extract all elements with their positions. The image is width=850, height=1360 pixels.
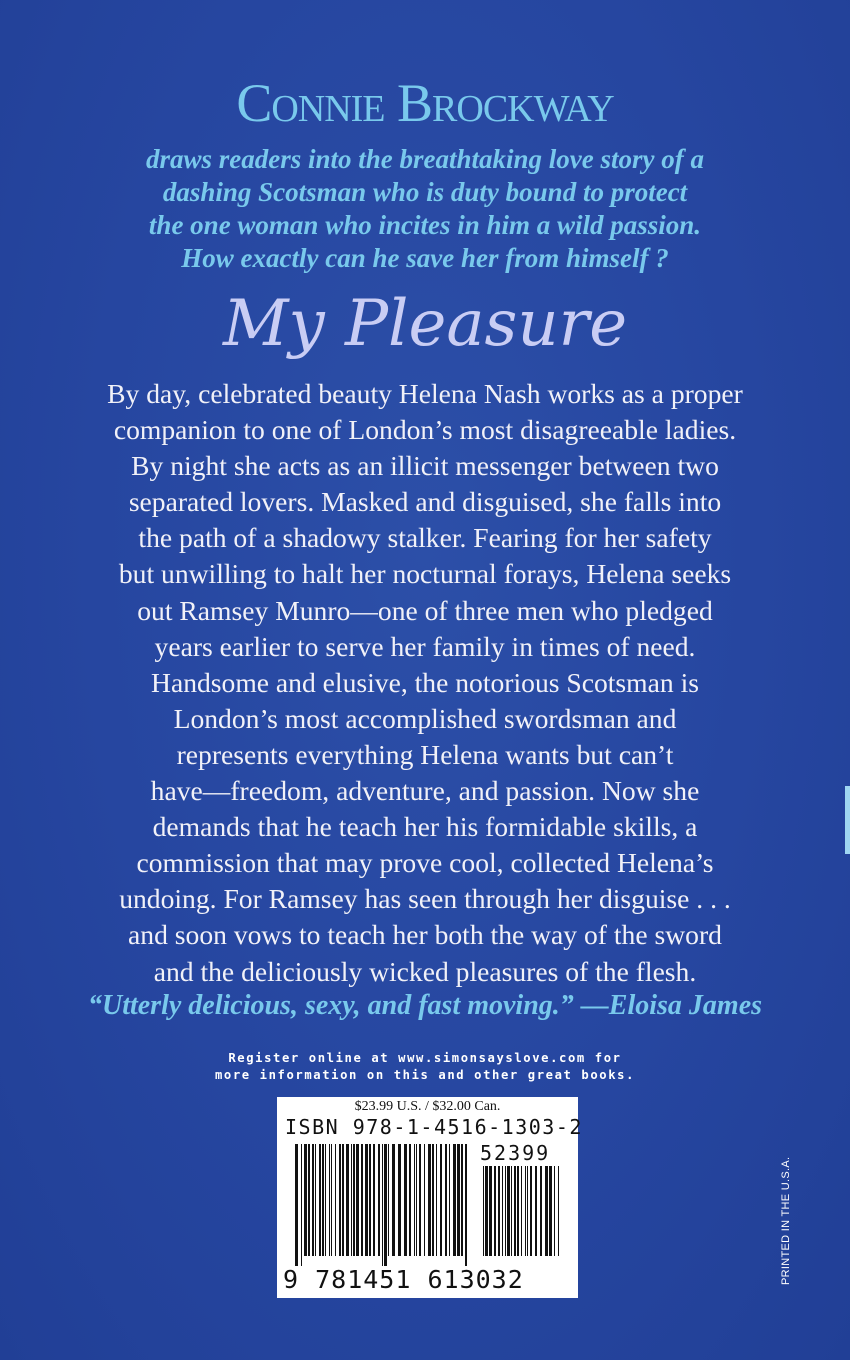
blurb-line: separated lovers. Masked and disguised, she falls into: [128, 486, 722, 518]
barcode-bar: [453, 1144, 456, 1256]
barcode-bar: [331, 1144, 332, 1256]
barcode-bar: [445, 1144, 447, 1256]
blurb-line: By day, celebrated beauty Helena Nash works as a proper: [107, 378, 743, 409]
edge-marker: [845, 786, 850, 854]
isbn-label: ISBN 978-1-4516-1303-2: [285, 1115, 583, 1139]
ean-barcode: [295, 1144, 475, 1266]
barcode-bar: [346, 1144, 349, 1256]
barcode-bar: [384, 1144, 387, 1266]
barcode-bar: [514, 1166, 516, 1256]
tagline: [60, 143, 790, 275]
printed-in-label: PRINTED IN THE U.S.A.: [780, 1156, 792, 1285]
blurb-line: and the deliciously wicked pleasures of the flesh.: [153, 955, 697, 987]
ean-number: 9 781451 613032: [283, 1265, 524, 1294]
blurb-line: undoing. For Ramsey has seen through her disguise . . .: [119, 883, 731, 915]
blurb: [40, 376, 810, 990]
barcode-bar: [545, 1166, 548, 1256]
barcode-bar: [315, 1144, 316, 1256]
barcode-bar: [465, 1144, 467, 1266]
blurb-line: London’s most accomplished swordsman and: [173, 702, 677, 734]
blurb-line: but unwilling to halt her nocturnal forays, Helena seeks: [118, 558, 732, 590]
barcode-bar: [339, 1144, 341, 1256]
barcode-bar: [322, 1144, 324, 1256]
barcode-bar: [353, 1144, 355, 1256]
blurb-line: and soon vows to teach her both the way of the sword: [128, 919, 722, 951]
barcode-bar: [304, 1144, 307, 1256]
barcode-bar: [325, 1144, 326, 1256]
price-label: $23.99 U.S. / $32.00 Can.: [354, 1099, 501, 1114]
tagline-line: the one woman who incites in him a wild passion.: [148, 210, 702, 240]
supplement-number: 52399: [480, 1141, 551, 1165]
tagline-line: How exactly can he save her from himself ?: [181, 243, 669, 273]
barcode-bar: [507, 1166, 510, 1256]
barcode-bar: [388, 1144, 389, 1256]
barcode-bar: [558, 1166, 559, 1256]
blurb-line: years earlier to serve her family in times of need.: [154, 630, 696, 662]
barcode-bar: [308, 1144, 310, 1256]
barcode-bar: [329, 1144, 330, 1256]
blurb-line: companion to one of London’s most disagreeable ladies.: [113, 414, 737, 446]
blurb-line: out Ramsey Munro—one of three men who pledged: [137, 594, 713, 626]
barcode-bar: [554, 1166, 555, 1256]
barcode-bar: [449, 1144, 450, 1256]
blurb-line: represents everything Helena wants but can’t: [176, 738, 674, 770]
barcode-bar: [485, 1166, 488, 1256]
barcode-panel: [277, 1097, 583, 1298]
barcode-bar: [540, 1166, 542, 1256]
barcode-bar: [342, 1144, 344, 1256]
blurb-line: By night she acts as an illicit messenger between two: [131, 450, 719, 482]
barcode-bar: [498, 1166, 500, 1256]
barcode-bar: [361, 1144, 363, 1256]
barcode-bar: [319, 1144, 321, 1256]
barcode-bar: [436, 1144, 437, 1256]
author-name: Connie Brockway: [236, 73, 614, 133]
tagline-line: dashing Scotsman who is duty bound to protect: [162, 177, 688, 207]
supplement-barcode: [483, 1166, 563, 1266]
barcode-bar: [335, 1144, 336, 1256]
blurb-line: demands that he teach her his formidable skills, a: [152, 811, 698, 843]
barcode-bar: [416, 1144, 417, 1256]
blurb-line: have—freedom, adventure, and passion. Now she: [150, 775, 700, 807]
register-line: Register online at www.simonsayslove.com for: [228, 1051, 622, 1065]
barcode-bar: [525, 1166, 526, 1256]
barcode-bar: [494, 1166, 496, 1256]
barcode-bar: [295, 1144, 298, 1266]
barcode-bar: [424, 1144, 425, 1256]
barcode-bar: [398, 1144, 401, 1256]
barcode-bar: [378, 1144, 380, 1256]
barcode-bar: [369, 1144, 371, 1256]
barcode-bar: [414, 1144, 415, 1256]
barcode-bar: [382, 1144, 383, 1266]
barcode-bar: [356, 1144, 359, 1256]
barcode-bar: [489, 1166, 492, 1256]
barcode-bar: [549, 1166, 552, 1256]
barcode-bar: [428, 1144, 431, 1256]
barcode-bar: [511, 1166, 512, 1256]
register-line: more information on this and other great books.: [214, 1068, 636, 1082]
barcode-bar: [301, 1144, 302, 1266]
barcode-bar: [419, 1144, 421, 1256]
barcode-bar: [505, 1166, 506, 1256]
barcode-bar: [517, 1166, 519, 1256]
register-note: [0, 1050, 850, 1084]
barcode-bar: [409, 1144, 411, 1256]
barcode-bar: [535, 1166, 537, 1256]
barcode-bar: [527, 1166, 528, 1256]
blurb-line: commission that may prove cool, collected Helena’s: [136, 847, 714, 879]
barcode-bar: [312, 1144, 314, 1256]
barcode-bar: [373, 1144, 375, 1256]
barcode-bar: [461, 1144, 463, 1256]
barcode-bar: [440, 1144, 442, 1256]
barcode-bar: [404, 1144, 407, 1256]
tagline-line: draws readers into the breathtaking love story of a: [145, 144, 705, 174]
book-title: My Pleasure: [222, 287, 628, 361]
barcode-bar: [392, 1144, 395, 1256]
barcode-bar: [432, 1144, 434, 1256]
barcode-bar: [457, 1144, 460, 1256]
blurb-line: Handsome and elusive, the notorious Scotsman is: [151, 666, 699, 698]
barcode-bar: [483, 1166, 484, 1256]
barcode-bar: [530, 1166, 532, 1256]
barcode-bar: [502, 1166, 503, 1256]
barcode-bar: [365, 1144, 368, 1256]
barcode-bar: [521, 1166, 522, 1256]
blurb-line: the path of a shadowy stalker. Fearing for her safety: [138, 522, 712, 554]
barcode-bar: [351, 1144, 352, 1256]
review-quote: “Utterly delicious, sexy, and fast moving.” —Eloisa James: [87, 990, 763, 1021]
